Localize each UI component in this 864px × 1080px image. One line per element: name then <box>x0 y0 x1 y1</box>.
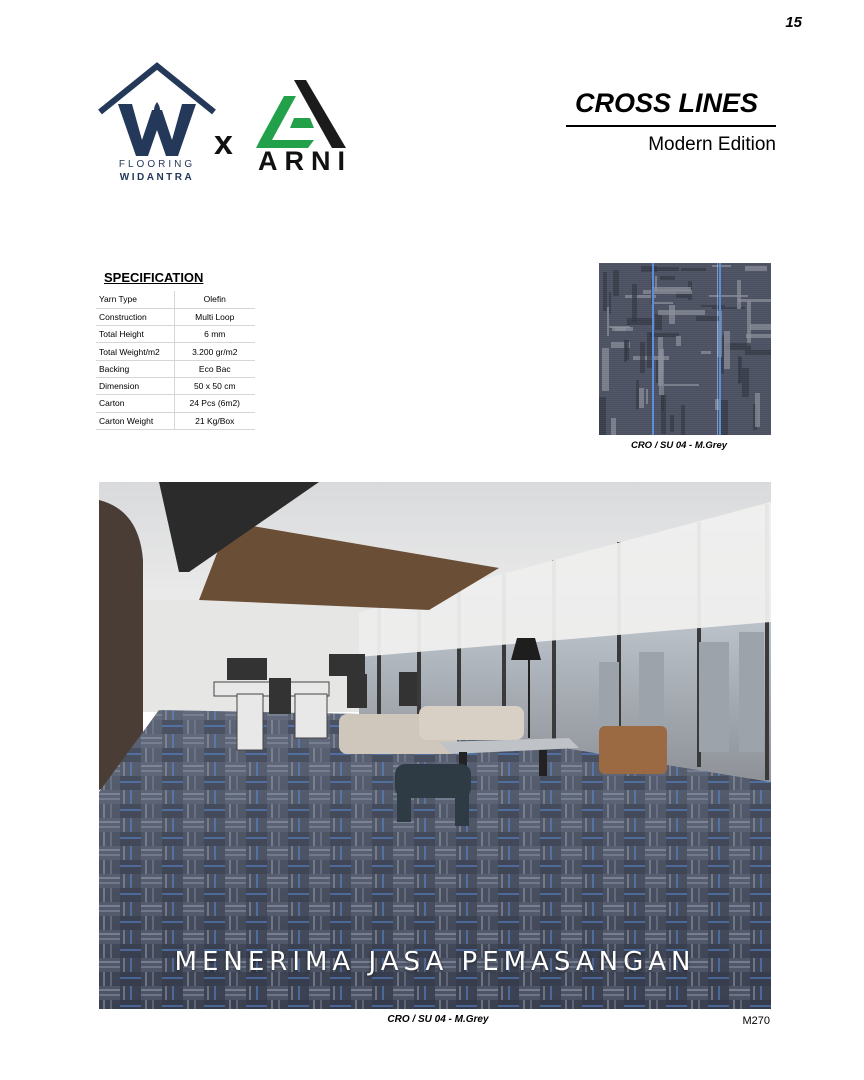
arni-logo <box>254 78 350 178</box>
house-w-icon <box>96 62 218 158</box>
installation-banner: MENERIMA JASA PEMASANGAN <box>174 947 696 977</box>
model-code: M270 <box>742 1015 770 1027</box>
spec-heading: SPECIFICATION <box>104 270 204 285</box>
spec-row <box>96 308 255 325</box>
spec-label: Dimension <box>96 377 174 394</box>
photo-caption: CRO / SU 04 - M.Grey <box>387 1014 489 1025</box>
carpet-swatch-image <box>599 263 771 435</box>
spec-label: Construction <box>96 308 174 325</box>
logo-separator: x <box>214 124 233 162</box>
spec-value: 6 mm <box>174 326 255 343</box>
title-divider <box>566 125 776 127</box>
spec-label: Carton <box>96 395 174 412</box>
spec-value: Multi Loop <box>174 308 255 325</box>
brand-left-line1: FLOORING <box>118 159 196 170</box>
widantra-logo <box>96 62 218 188</box>
spec-value: Eco Bac <box>174 360 255 377</box>
spec-label: Carton Weight <box>96 412 174 429</box>
spec-value: Olefin <box>174 291 255 308</box>
spec-row <box>96 377 255 394</box>
spec-value: 50 x 50 cm <box>174 377 255 394</box>
spec-row <box>96 360 255 377</box>
arni-mark-icon <box>254 78 350 148</box>
brand-left-line2: WIDANTRA <box>119 172 195 183</box>
spec-table <box>96 291 255 430</box>
page-number: 15 <box>785 14 802 31</box>
swatch-caption: CRO / SU 04 - M.Grey <box>630 440 728 451</box>
spec-label: Total Weight/m2 <box>96 343 174 360</box>
spec-label: Backing <box>96 360 174 377</box>
product-title: CROSS LINES <box>574 88 758 118</box>
room-photo <box>99 482 771 1009</box>
spec-row <box>96 326 255 343</box>
spec-row <box>96 291 255 308</box>
spec-value: 21 Kg/Box <box>174 412 255 429</box>
spec-row <box>96 412 255 429</box>
spec-value: 24 Pcs (6m2) <box>174 395 255 412</box>
spec-label: Total Height <box>96 326 174 343</box>
spec-value: 3.200 gr/m2 <box>174 343 255 360</box>
spec-row <box>96 343 255 360</box>
spec-row <box>96 395 255 412</box>
product-subtitle: Modern Edition <box>648 134 776 155</box>
brand-right: ARNI <box>258 146 352 176</box>
spec-label: Yarn Type <box>96 291 174 308</box>
